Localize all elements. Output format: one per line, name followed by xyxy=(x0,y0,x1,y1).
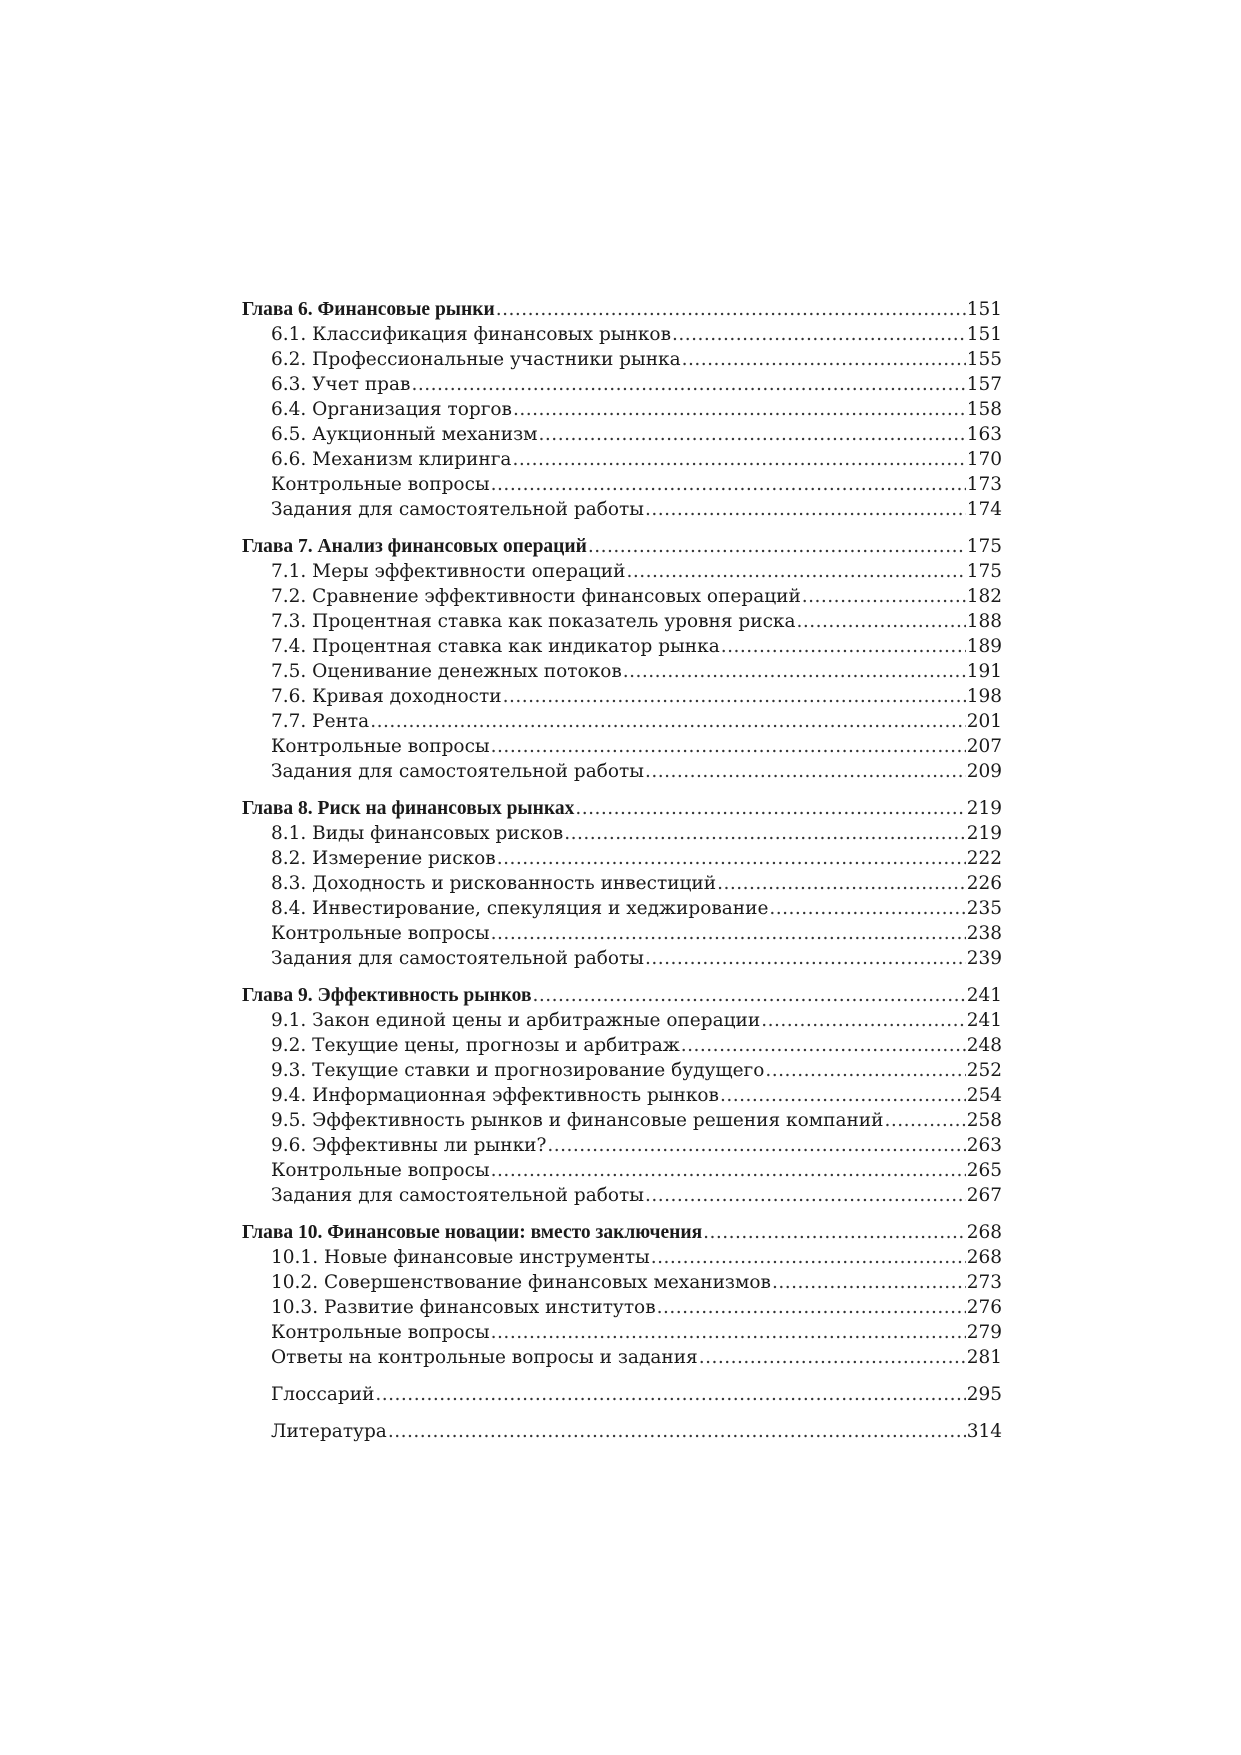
entry-label: 9.4. Информационная эффективность рынков xyxy=(271,1085,719,1106)
page-number: 163 xyxy=(966,424,1002,445)
page-number: 219 xyxy=(966,823,1002,844)
entry-label: 9.1. Закон единой цены и арбитражные операции xyxy=(271,1010,761,1031)
entry-label: 10.1. Новые финансовые инструменты xyxy=(271,1247,650,1268)
section-spacer xyxy=(242,971,1002,983)
entry-label: 10.2. Совершенствование финансовых механизмов xyxy=(271,1272,771,1293)
entry-label: Контрольные вопросы xyxy=(271,1160,490,1181)
page-number: 268 xyxy=(966,1222,1002,1243)
page-number: 265 xyxy=(966,1160,1002,1181)
chapter-9-heading[interactable] xyxy=(242,983,1002,1008)
entry-label: 7.3. Процентная ставка как показатель уровня риска xyxy=(271,611,796,632)
entry-label: 7.2. Сравнение эффективности финансовых операций xyxy=(271,586,801,607)
entry-label: 8.4. Инвестирование, спекуляция и хеджирование xyxy=(271,898,769,919)
toc-entry[interactable] xyxy=(242,1270,1002,1295)
dot-leader xyxy=(547,1133,965,1158)
chapter-10-heading[interactable] xyxy=(242,1220,1002,1245)
toc-entry[interactable] xyxy=(242,1295,1002,1320)
toc-entry[interactable] xyxy=(242,871,1002,896)
page-number: 281 xyxy=(966,1347,1002,1368)
page-number: 222 xyxy=(966,848,1002,869)
page-number: 238 xyxy=(966,923,1002,944)
toc-entry[interactable] xyxy=(242,684,1002,709)
dot-leader xyxy=(761,1008,966,1033)
page-number: 175 xyxy=(966,536,1002,557)
dot-leader xyxy=(802,584,966,609)
dot-leader xyxy=(699,1345,966,1370)
dot-leader xyxy=(575,796,965,821)
toc-entry[interactable] xyxy=(242,497,1002,522)
toc-entry[interactable] xyxy=(242,821,1002,846)
entry-label: 9.5. Эффективность рынков и финансовые решения компаний xyxy=(271,1110,884,1131)
toc-entry[interactable] xyxy=(242,609,1002,634)
toc-entry[interactable] xyxy=(242,921,1002,946)
section-spacer xyxy=(242,784,1002,796)
page-number: 276 xyxy=(966,1297,1002,1318)
page-number: 182 xyxy=(966,586,1002,607)
chapter-title: Глава 9. Эффективность рынков xyxy=(242,985,532,1006)
dot-leader xyxy=(657,1295,966,1320)
page-number: 268 xyxy=(966,1247,1002,1268)
page-number: 151 xyxy=(966,324,1002,345)
page-number: 201 xyxy=(966,711,1002,732)
page-number: 170 xyxy=(966,449,1002,470)
toc-entry[interactable] xyxy=(242,322,1002,347)
entry-label: Литература xyxy=(271,1421,387,1442)
page-number: 226 xyxy=(966,873,1002,894)
chapter-title: Глава 8. Риск на финансовых рынках xyxy=(242,798,575,819)
toc-entry[interactable] xyxy=(242,422,1002,447)
dot-leader xyxy=(645,946,966,971)
dot-leader xyxy=(626,559,965,584)
toc-entry[interactable] xyxy=(242,1058,1002,1083)
toc-entry[interactable] xyxy=(242,372,1002,397)
chapter-8-heading[interactable] xyxy=(242,796,1002,821)
entry-label: 6.3. Учет прав xyxy=(271,374,411,395)
page-number: 267 xyxy=(966,1185,1002,1206)
dot-leader xyxy=(588,534,966,559)
entry-label: Контрольные вопросы xyxy=(271,923,490,944)
dot-leader xyxy=(539,422,966,447)
chapter-title: Глава 7. Анализ финансовых операций xyxy=(242,536,587,557)
dot-leader xyxy=(645,497,966,522)
entry-label: 6.2. Профессиональные участники рынка xyxy=(271,349,681,370)
toc-entry[interactable] xyxy=(242,1133,1002,1158)
dot-leader xyxy=(512,447,965,472)
toc-entry[interactable] xyxy=(242,584,1002,609)
toc-entry[interactable] xyxy=(242,759,1002,784)
page-number: 239 xyxy=(966,948,1002,969)
toc-entry[interactable] xyxy=(242,1245,1002,1270)
dot-leader xyxy=(623,659,966,684)
toc-entry[interactable] xyxy=(242,347,1002,372)
dot-leader xyxy=(388,1419,966,1444)
section-spacer xyxy=(242,1208,1002,1220)
entry-label: Контрольные вопросы xyxy=(271,1322,490,1343)
entry-label: Контрольные вопросы xyxy=(271,474,490,495)
entry-label: 9.6. Эффективны ли рынки? xyxy=(271,1135,547,1156)
toc-entry[interactable] xyxy=(242,1320,1002,1345)
dot-leader xyxy=(564,821,965,846)
section-spacer xyxy=(242,1370,1002,1382)
dot-leader xyxy=(721,634,966,659)
table-of-contents xyxy=(242,297,1002,1444)
dot-leader xyxy=(491,921,966,946)
page-number: 314 xyxy=(966,1421,1002,1442)
entry-label: Контрольные вопросы xyxy=(271,736,490,757)
toc-entry[interactable] xyxy=(242,1158,1002,1183)
dot-leader xyxy=(651,1245,966,1270)
page-number: 241 xyxy=(966,1010,1002,1031)
dot-leader xyxy=(491,1158,966,1183)
dot-leader xyxy=(720,1083,966,1108)
dot-leader xyxy=(491,472,966,497)
dot-leader xyxy=(765,1058,965,1083)
page-number: 219 xyxy=(966,798,1002,819)
dot-leader xyxy=(769,896,965,921)
entry-label: 6.1. Классификация финансовых рынков xyxy=(271,324,671,345)
chapter-title: Глава 10. Финансовые новации: вместо заключения xyxy=(242,1222,703,1243)
dot-leader xyxy=(411,372,965,397)
entry-label: 7.5. Оценивание денежных потоков xyxy=(271,661,622,682)
page-number: 207 xyxy=(966,736,1002,757)
page-number: 175 xyxy=(966,561,1002,582)
toc-entry[interactable] xyxy=(242,447,1002,472)
page-number: 189 xyxy=(966,636,1002,657)
toc-entry[interactable] xyxy=(242,1033,1002,1058)
entry-label: 6.4. Организация торгов xyxy=(271,399,512,420)
page-number: 191 xyxy=(966,661,1002,682)
dot-leader xyxy=(681,1033,966,1058)
toc-entry[interactable] xyxy=(242,397,1002,422)
entry-label: 6.5. Аукционный механизм xyxy=(271,424,538,445)
toc-entry[interactable] xyxy=(242,559,1002,584)
dot-leader xyxy=(496,297,966,322)
dot-leader xyxy=(645,1183,966,1208)
entry-label: 7.6. Кривая доходности xyxy=(271,686,502,707)
page-number: 254 xyxy=(966,1085,1002,1106)
toc-entry[interactable] xyxy=(242,634,1002,659)
entry-label: 8.2. Измерение рисков xyxy=(271,848,496,869)
dot-leader xyxy=(884,1108,965,1133)
dot-leader xyxy=(532,983,965,1008)
entry-label: Задания для самостоятельной работы xyxy=(271,499,644,520)
entry-label: 9.2. Текущие цены, прогнозы и арбитраж xyxy=(271,1035,680,1056)
dot-leader xyxy=(797,609,966,634)
dot-leader xyxy=(491,1320,966,1345)
dot-leader xyxy=(703,1220,966,1245)
toc-entry[interactable] xyxy=(242,1345,1002,1370)
page-number: 235 xyxy=(966,898,1002,919)
dot-leader xyxy=(717,871,966,896)
entry-label: 8.1. Виды финансовых рисков xyxy=(271,823,564,844)
toc-entry[interactable] xyxy=(242,472,1002,497)
dot-leader xyxy=(503,684,966,709)
page-number: 158 xyxy=(966,399,1002,420)
page-number: 198 xyxy=(966,686,1002,707)
page-number: 155 xyxy=(966,349,1002,370)
page-number: 248 xyxy=(966,1035,1002,1056)
page-number: 209 xyxy=(966,761,1002,782)
page-number: 252 xyxy=(966,1060,1002,1081)
dot-leader xyxy=(513,397,966,422)
entry-label: 7.1. Меры эффективности операций xyxy=(271,561,626,582)
entry-label: Глоссарий xyxy=(271,1384,375,1405)
entry-label: Задания для самостоятельной работы xyxy=(271,948,644,969)
entry-label: 10.3. Развитие финансовых институтов xyxy=(271,1297,656,1318)
toc-entry[interactable] xyxy=(242,659,1002,684)
toc-entry[interactable] xyxy=(242,896,1002,921)
toc-entry[interactable] xyxy=(242,709,1002,734)
toc-entry[interactable] xyxy=(242,946,1002,971)
chapter-7-heading[interactable] xyxy=(242,534,1002,559)
page-number: 241 xyxy=(966,985,1002,1006)
page-number: 151 xyxy=(966,299,1002,320)
dot-leader xyxy=(370,709,966,734)
entry-label: 7.4. Процентная ставка как индикатор рынка xyxy=(271,636,720,657)
page-number: 273 xyxy=(966,1272,1002,1293)
toc-entry[interactable] xyxy=(242,1183,1002,1208)
section-spacer xyxy=(242,522,1002,534)
entry-label: Задания для самостоятельной работы xyxy=(271,1185,644,1206)
page-number: 258 xyxy=(966,1110,1002,1131)
entry-label: Задания для самостоятельной работы xyxy=(271,761,644,782)
dot-leader xyxy=(645,759,966,784)
entry-label: 6.6. Механизм клиринга xyxy=(271,449,512,470)
toc-entry[interactable] xyxy=(242,1083,1002,1108)
page-number: 188 xyxy=(966,611,1002,632)
toc-entry[interactable] xyxy=(242,1108,1002,1133)
toc-entry[interactable] xyxy=(242,846,1002,871)
page-number: 295 xyxy=(966,1384,1002,1405)
dot-leader xyxy=(375,1382,965,1407)
dot-leader xyxy=(491,734,966,759)
dot-leader xyxy=(672,322,966,347)
toc-entry[interactable] xyxy=(242,1008,1002,1033)
toc-entry-literature[interactable] xyxy=(242,1419,1002,1444)
toc-entry-glossary[interactable] xyxy=(242,1382,1002,1407)
entry-label: 8.3. Доходность и рискованность инвестиций xyxy=(271,873,717,894)
entry-label: Ответы на контрольные вопросы и задания xyxy=(271,1347,698,1368)
dot-leader xyxy=(497,846,966,871)
dot-leader xyxy=(682,347,966,372)
page-number: 263 xyxy=(966,1135,1002,1156)
page-number: 279 xyxy=(966,1322,1002,1343)
page-number: 157 xyxy=(966,374,1002,395)
toc-entry[interactable] xyxy=(242,734,1002,759)
chapter-title: Глава 6. Финансовые рынки xyxy=(242,299,495,320)
entry-label: 7.7. Рента xyxy=(271,711,370,732)
section-spacer xyxy=(242,1407,1002,1419)
page-number: 174 xyxy=(966,499,1002,520)
chapter-6-heading[interactable] xyxy=(242,297,1002,322)
entry-label: 9.3. Текущие ставки и прогнозирование будущего xyxy=(271,1060,765,1081)
page-number: 173 xyxy=(966,474,1002,495)
dot-leader xyxy=(772,1270,966,1295)
